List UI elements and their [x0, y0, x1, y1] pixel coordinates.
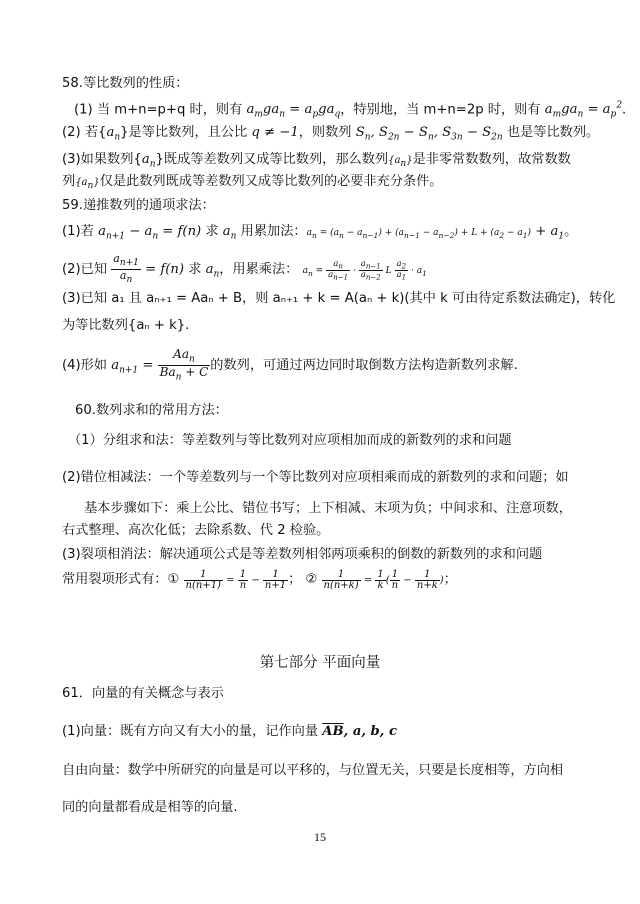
- section-60-line-3: 基本步骤如下：乘上公比、错位书写；上下相减、末项为负；中间求和、注意项数，: [84, 501, 572, 516]
- section-61-line-3: 同的向量都看成是相等的向量.: [62, 800, 238, 815]
- section-59-line-2: (2)已知 $\frac{a_{n+1}}{a_n}$ = f(n) 求 $a_n$，用累乘法： $a_n$ = $\frac{a_n}{a_{n-1}}$ · $\frac{a_{n-1}}{a_{n-2}}$ L $\frac{a_2}{a_1}$ · $a_1$: [62, 252, 427, 285]
- part-7-heading: 第七部分 平面向量: [259, 655, 381, 671]
- section-60-line-4: 右式整理、高次化低；去除系数、代 2 检验。: [62, 523, 330, 538]
- formula-telescoping-sum: $a_n = (a_n - a_{n-1}) + (a_{n-1} - a_{n-2}) + L + (a_2 - a_1)$: [306, 228, 532, 240]
- section-60-line-5: (3)裂项相消法：解决通项公式是等差数列相邻两项乘积的倒数的新数列的求和问题: [62, 547, 543, 562]
- section-60-line-1: （1）分组求和法：等差数列与等比数列对应项相加而成的新数列的求和问题: [68, 433, 512, 448]
- section-58-line-2: (2) 若$\{a_n\}$是等比数列，且公比 q ≠ −1，则数列 $S_n$, $S_{2n} - S_n$, $S_{3n} - S_{2n}$ 也是等比数列。: [62, 125, 600, 143]
- section-58-line-4: 列$\{a_n\}$仅是此数列既成等差数列又成等比数列的必要非充分条件。: [62, 174, 443, 191]
- formula-am-an: $a_mga_n = a_pga_q$: [246, 102, 341, 121]
- section-59-line-1: (1)若 $a_{n+1} - a_n = f(n)$ 求 $a_n$ 用累加法：$a_n = (a_n - a_{n-1}) + (a_{n-1} - a_{n-2}) + L + (a_2 - a_1) + a_1$。: [62, 224, 578, 242]
- formula-ratio-fraction: $\frac{a_{n+1}}{a_n}$: [113, 252, 139, 285]
- section-61-line-2: 自由向量：数学中所研究的向量是可以平移的，与位置无关，只要是长度相等，方向相: [62, 763, 564, 778]
- section-60-line-2: (2)错位相减法：一个等差数列与一个等比数列对应项相乘而成的新数列的求和问题；如: [62, 470, 569, 485]
- section-59-title: 59.递推数列的通项求法：: [62, 198, 215, 213]
- formula-split-term-2: $\frac{1}{n(n+k)}$ = $\frac{1}{k}$ ( $\frac{1}{n}$ − $\frac{1}{n+k}$ ): [323, 569, 444, 591]
- section-58-line-1: (1) 当 m+n=p+q 时，则有 $a_mga_n = a_pga_q$，特别地，当 m+n=2p 时，则有 $a_mga_n = a_p^2$.: [74, 101, 627, 121]
- formula-split-term-1: $\frac{1}{n(n+1)}$ = $\frac{1}{n}$ − $\frac{1}{n+1}$: [185, 569, 287, 591]
- section-61-title: 61．向量的有关概念与表示: [62, 686, 224, 701]
- formula-difference: $a_{n+1} - a_n = f(n)$: [98, 224, 202, 242]
- formula-ap-squared: $a_mga_n = a_p^2$: [544, 101, 623, 121]
- section-60-line-6: 常用裂项形式有：① $\frac{1}{n(n+1)}$ = $\frac{1}{n}$ − $\frac{1}{n+1}$ ； ② $\frac{1}{n(n+k)}$ = $\frac{1}{k}$ ( $\frac{1}{n}$ − $\frac{1}{n+k}$ )；: [62, 569, 457, 591]
- section-58-title: 58.等比数列的性质：: [62, 76, 189, 91]
- section-61-line-1: (1)向量：既有方向又有大小的量，记作向量 $\overline{AB}$, a, b, c: [62, 724, 397, 739]
- page-number: 15: [314, 830, 326, 844]
- section-59-line-3: (3)已知 a₁ 且 aₙ₊₁ = Aaₙ + B，则 aₙ₊₁ + k = A(aₙ + k)(其中 k 可由待定系数法确定)，转化: [62, 291, 616, 306]
- formula-partial-sums: $S_n$, $S_{2n} - S_n$, $S_{3n} - S_{2n}$: [355, 125, 503, 143]
- section-60-title: 60.数列求和的常用方法：: [75, 403, 228, 418]
- section-59-line-5: (4)形如 $a_{n+1}$ = $\frac{Aa_n}{Ba_n + C}$ 的数列，可通过两边同时取倒数方法构造新数列求解.: [62, 347, 518, 382]
- section-58-line-3: (3)如果数列$\{a_n\}$既成等差数列又成等比数列，那么数列$\{a_n\}$是非零常数数列，故常数数: [62, 152, 571, 170]
- formula-reciprocal-fraction: $\frac{Aa_n}{Ba_n + C}$: [159, 347, 209, 382]
- formula-telescoping-product: $a_n$ = $\frac{a_n}{a_{n-1}}$ · $\frac{a_{n-1}}{a_{n-2}}$ L $\frac{a_2}{a_1}$ · $a_1$: [302, 259, 427, 282]
- section-59-line-4: 为等比数列{aₙ + k}.: [62, 318, 190, 333]
- formula-vector-ab: $\overline{AB}$: [322, 724, 344, 739]
- formula-q-not-minus-one: q ≠ −1: [251, 125, 299, 140]
